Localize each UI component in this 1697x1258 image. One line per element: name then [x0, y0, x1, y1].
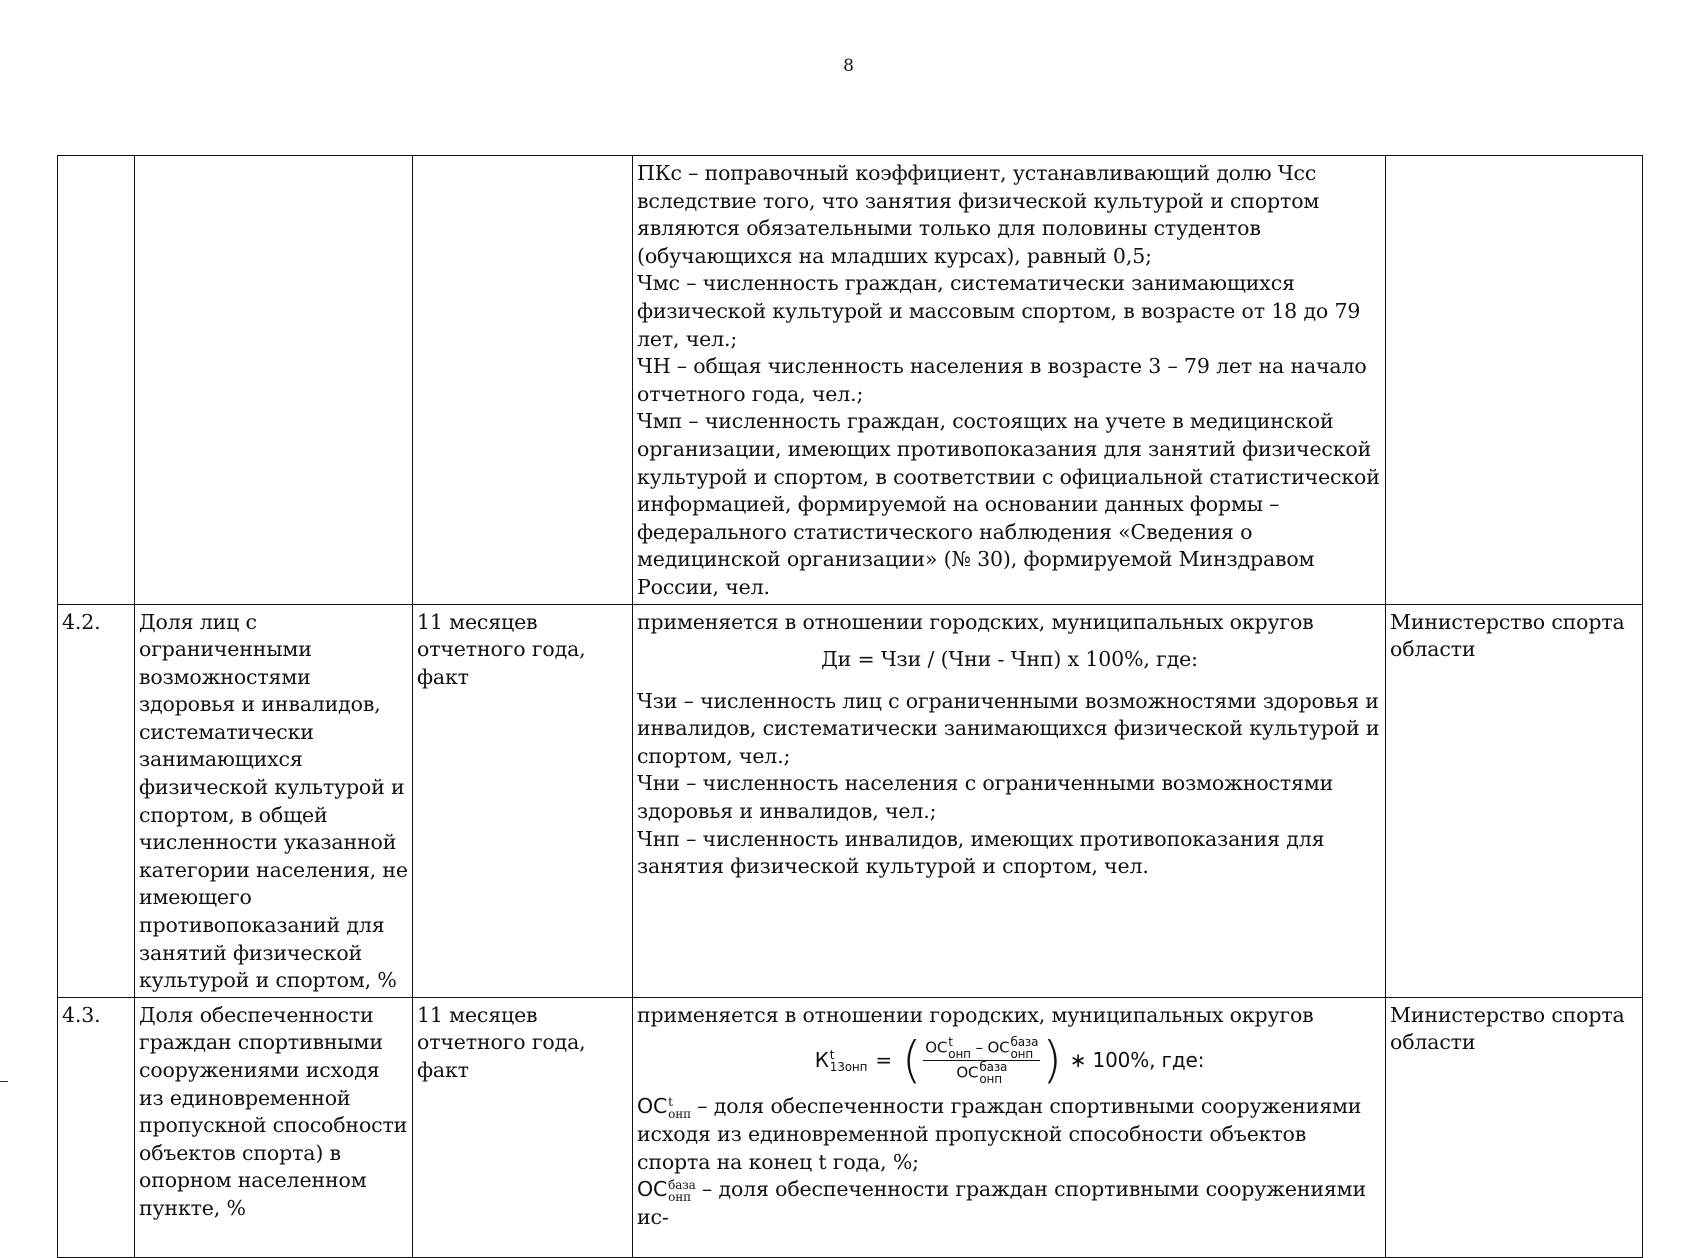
method-line: ОС база онп – доля обеспеченности граждан спортивными сооружениями ис- — [637, 1177, 1366, 1229]
row-number — [58, 156, 135, 605]
formula-fraction — [923, 1036, 1040, 1085]
method-line: ПКс – поправочный коэффициент, устанавливающий долю Чсс вследствие того, что занятия физической культурой и спортом являются обязательными только для половины студентов (обучающихся на младших курсах), равный 0,5; — [637, 161, 1320, 268]
indicator-name: Доля обеспеченности граждан спортивными сооружениями исходя из единовременной пропускной способности объектов спорта) в опорном населенном пункте, % — [135, 997, 413, 1257]
calculation-method — [633, 156, 1386, 605]
indicator-period: 11 месяцев отчетного года, факт — [413, 997, 633, 1257]
formula: Ди = Чзи / (Чни - Чнп) х 100%, где: — [821, 647, 1198, 672]
formula-open-paren: ( — [901, 1031, 922, 1090]
responsible-body — [1386, 156, 1643, 605]
method-line: Чнп – численность инвалидов, имеющих противопоказания для занятия физической культурой и спортом, чел. — [637, 826, 1325, 879]
indicator-name — [135, 156, 413, 605]
method-line: Чзи – численность лиц с ограниченными возможностями здоровья и инвалидов, систематически занимающихся физической культурой и спортом, чел.; — [637, 688, 1380, 768]
method-line: ОС t онп – доля обеспеченности граждан спортивными сооружениями исходя из единовременной пропускной способности объектов спорта на конец t года, %; — [637, 1094, 1362, 1174]
calculation-method — [633, 604, 1386, 997]
indicators-table — [57, 155, 1643, 1258]
method-intro: применяется в отношении городских, муниципальных округов — [637, 609, 1314, 634]
method-line: Чмс – численность граждан, систематически занимающихся физической культурой и массовым спортом, в возрасте от 18 до 79 лет, чел.; — [637, 271, 1361, 351]
responsible-body: Министерство спорта области — [1386, 604, 1643, 997]
indicator-period — [413, 156, 633, 605]
method-intro: применяется в отношении городских, муниципальных округов — [637, 1002, 1314, 1027]
indicator-name: Доля лиц с ограниченными возможностями здоровья и инвалидов, систематически занимающихся физической культурой и спортом, в общей численности указанной категории населения, не имеющего противопоказаний для занятий физической культурой и спортом, % — [135, 604, 413, 997]
row-number: 4.3. — [58, 997, 135, 1257]
row-number: 4.2. — [58, 604, 135, 997]
method-line: ЧН – общая численность населения в возрасте 3 – 79 лет на начало отчетного года, чел.; — [637, 354, 1367, 406]
indicator-period: 11 месяцев отчетного года, факт — [413, 604, 633, 997]
formula — [637, 1031, 1382, 1090]
fraction-numerator: ОС t онп – ОС база онп — [925, 1034, 1039, 1061]
table-row — [58, 604, 1643, 997]
formula-close-paren: ) — [1042, 1031, 1062, 1090]
method-line: Чни – численность населения с ограниченными возможностями здоровья и инвалидов, чел.; — [637, 771, 1334, 824]
table-row — [58, 156, 1643, 605]
page-number: 8 — [843, 56, 854, 76]
fraction-denominator: ОС база онп — [956, 1059, 1008, 1086]
calculation-method — [633, 997, 1386, 1257]
formula-lhs: К t 13онп — [814, 1047, 868, 1075]
table-row — [58, 997, 1643, 1257]
formula-equals: = — [875, 1047, 892, 1072]
margin-mark — [0, 1081, 8, 1082]
method-line: Чмп – численность граждан, состоящих на учете в медицинской организации, имеющих противопоказания для занятий физической культурой и спортом, в соответствии с официальной статистической информацией, формируемой на основании данных формы – федерального статистического наблюдения «Сведения о медицинской организации» (№ 30), формируемой Минздравом России, чел. — [637, 409, 1380, 599]
formula-tail: ∗ 100%, где: — [1069, 1047, 1205, 1072]
responsible-body: Министерство спорта области — [1386, 997, 1643, 1257]
